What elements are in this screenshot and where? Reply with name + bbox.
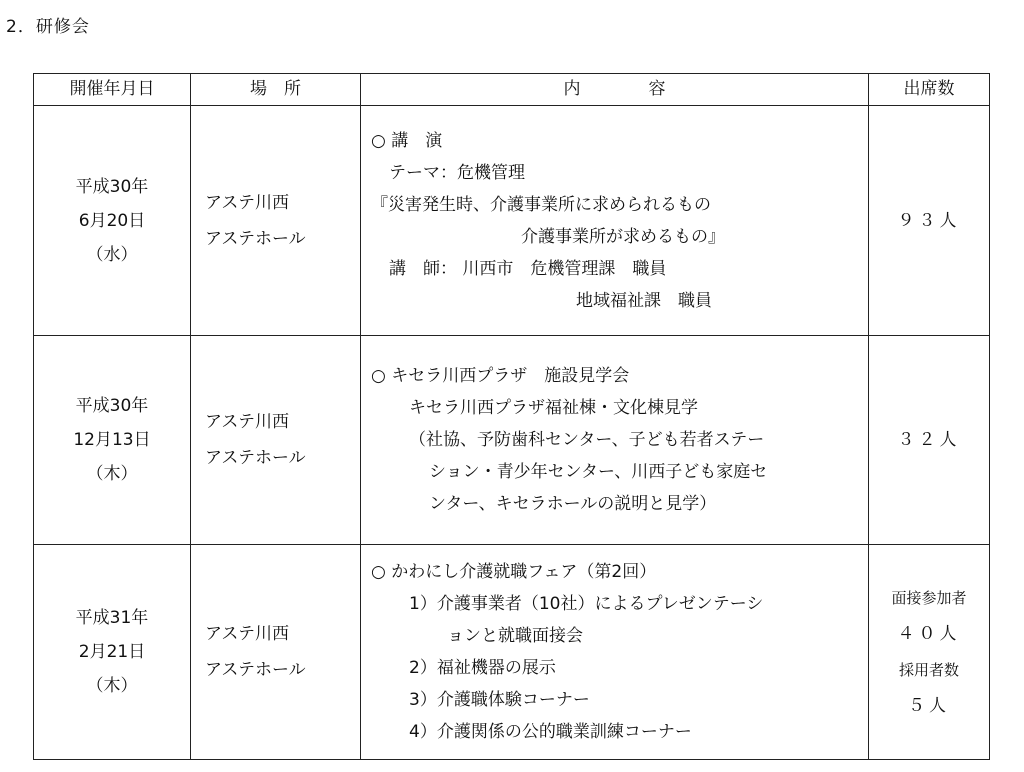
content-line: 介護事業所が求めるもの』 bbox=[521, 226, 725, 247]
date-weekday: （木） bbox=[86, 464, 138, 484]
content-line: ョンと就職面接会 bbox=[447, 626, 583, 646]
date-year: 平成30年 bbox=[75, 396, 149, 416]
date-cell bbox=[34, 545, 191, 760]
date-day: 6月20日 bbox=[78, 210, 146, 231]
place-hall: アステホール bbox=[205, 228, 306, 249]
date-year: 平成31年 bbox=[75, 608, 149, 628]
attendance-count: ５人 bbox=[908, 696, 950, 716]
content-line: 3）介護職体験コーナー bbox=[409, 690, 590, 710]
content-line: ○ キセラ川西プラザ 施設見学会 bbox=[371, 366, 630, 386]
table-row bbox=[34, 545, 990, 760]
attendance-cell bbox=[869, 545, 990, 760]
date-day: 2月21日 bbox=[78, 642, 146, 662]
attendance-count: ９３人 bbox=[897, 210, 961, 231]
place-hall: アステホール bbox=[205, 448, 306, 468]
attendance-cell bbox=[869, 336, 990, 545]
date-cell bbox=[34, 106, 191, 336]
content-line: キセラ川西プラザ福祉棟・文化棟見学 bbox=[409, 398, 698, 418]
table-row bbox=[34, 106, 990, 336]
date-weekday: （水） bbox=[86, 244, 138, 265]
content-line: 4）介護関係の公的職業訓練コーナー bbox=[409, 722, 692, 742]
date-cell bbox=[34, 336, 191, 545]
content-line: ション・青少年センター、川西子ども家庭セ bbox=[429, 462, 768, 482]
attendance-count: ３２人 bbox=[897, 430, 961, 450]
content-line: ○ 講 演 bbox=[371, 130, 443, 151]
content-line: （社協、予防歯科センター、子ども若者ステー bbox=[409, 430, 765, 450]
place-building: アステ川西 bbox=[205, 192, 289, 213]
training-table bbox=[33, 73, 990, 760]
content-line: 講 師： 川西市 危機管理課 職員 bbox=[389, 258, 667, 279]
content-cell bbox=[361, 545, 869, 760]
place-building: アステ川西 bbox=[205, 412, 289, 432]
place-cell bbox=[191, 106, 361, 336]
header-date: 開催年月日 bbox=[34, 74, 191, 106]
header-place: 場 所 bbox=[191, 74, 361, 106]
section-title: 2．研修会 bbox=[6, 17, 90, 37]
content-cell bbox=[361, 106, 869, 336]
date-year: 平成30年 bbox=[75, 176, 149, 197]
content-line: 地域福祉課 職員 bbox=[576, 290, 712, 311]
content-line: ンター、キセラホールの説明と見学） bbox=[429, 494, 717, 514]
content-line: ○ かわにし介護就職フェア（第2回） bbox=[371, 562, 657, 582]
content-cell bbox=[361, 336, 869, 545]
place-building: アステ川西 bbox=[205, 624, 289, 644]
place-hall: アステホール bbox=[205, 660, 306, 680]
content-line: 『災害発生時、介護事業所に求められるもの bbox=[371, 194, 711, 215]
attendance-cell bbox=[869, 106, 990, 336]
date-weekday: （木） bbox=[86, 676, 138, 696]
content-line: 1）介護事業者（10社）によるプレゼンテーシ bbox=[409, 594, 764, 614]
header-content: 内 容 bbox=[361, 74, 869, 106]
table-row bbox=[34, 336, 990, 545]
attendance-label: 採用者数 bbox=[898, 661, 959, 679]
content-line: テーマ：危機管理 bbox=[389, 162, 525, 183]
content-line: 2）福祉機器の展示 bbox=[409, 658, 556, 678]
place-cell bbox=[191, 545, 361, 760]
attendance-count: ４０人 bbox=[897, 624, 961, 644]
date-day: 12月13日 bbox=[73, 430, 151, 450]
header-row bbox=[34, 74, 990, 106]
place-cell bbox=[191, 336, 361, 545]
header-attendance: 出席数 bbox=[869, 74, 990, 106]
attendance-label: 面接参加者 bbox=[891, 589, 967, 607]
